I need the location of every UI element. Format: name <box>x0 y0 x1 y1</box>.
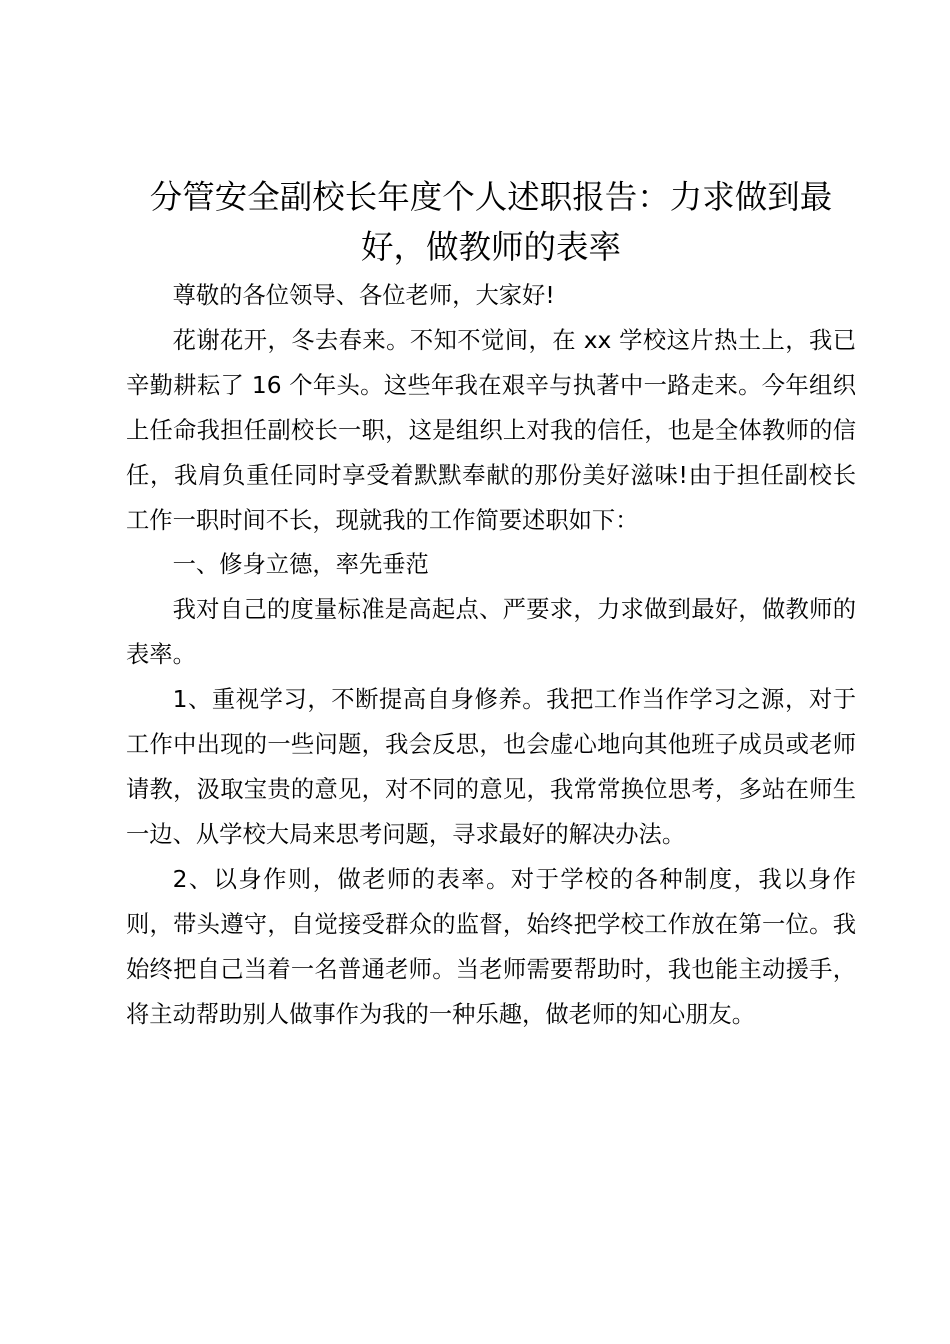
intro-paragraph: 花谢花开，冬去春来。不知不觉间，在 xx 学校这片热土上，我已辛勤耕耘了 16 个年头。这些年我在艰辛与执著中一路走来。今年组织上任命我担任副校长一职，这是组织上对我的信任，也是全体教师的信任，我肩负重任同时享受着默默奉献的那份美好滋味!由于担任副校长工作一职时间不长，现就我的工作简要述职如下： <box>126 326 856 534</box>
document-page <box>126 172 856 1037</box>
section-heading: 一、修身立德，率先垂范 <box>172 551 429 579</box>
greeting-paragraph: 尊敬的各位领导、各位老师，大家好! <box>172 282 555 309</box>
point-1-paragraph: 1、重视学习，不断提高自身修养。我把工作当作学习之源，对于工作中出现的一些问题，我会反思，也会虚心地向其他班子成员或老师请教，汲取宝贵的意见，对不同的意见，我常常换位思考，多站在师生一边、从学校大局来思考问题，寻求最好的解决办法。 <box>126 686 856 848</box>
point-2-paragraph: 2、以身作则，做老师的表率。对于学校的各种制度，我以身作则，带头遵守，自觉接受群众的监督，始终把学校工作放在第一位。我始终把自己当着一名普通老师。当老师需要帮助时，我也能主动援手，将主动帮助别人做事作为我的一种乐趣，做老师的知心朋友。 <box>126 865 856 1028</box>
section-intro-paragraph: 我对自己的度量标准是高起点、严要求，力求做到最好，做教师的表率。 <box>126 596 856 669</box>
document-title: 分管安全副校长年度个人述职报告：力求做到最好，做教师的表率 <box>149 178 833 266</box>
